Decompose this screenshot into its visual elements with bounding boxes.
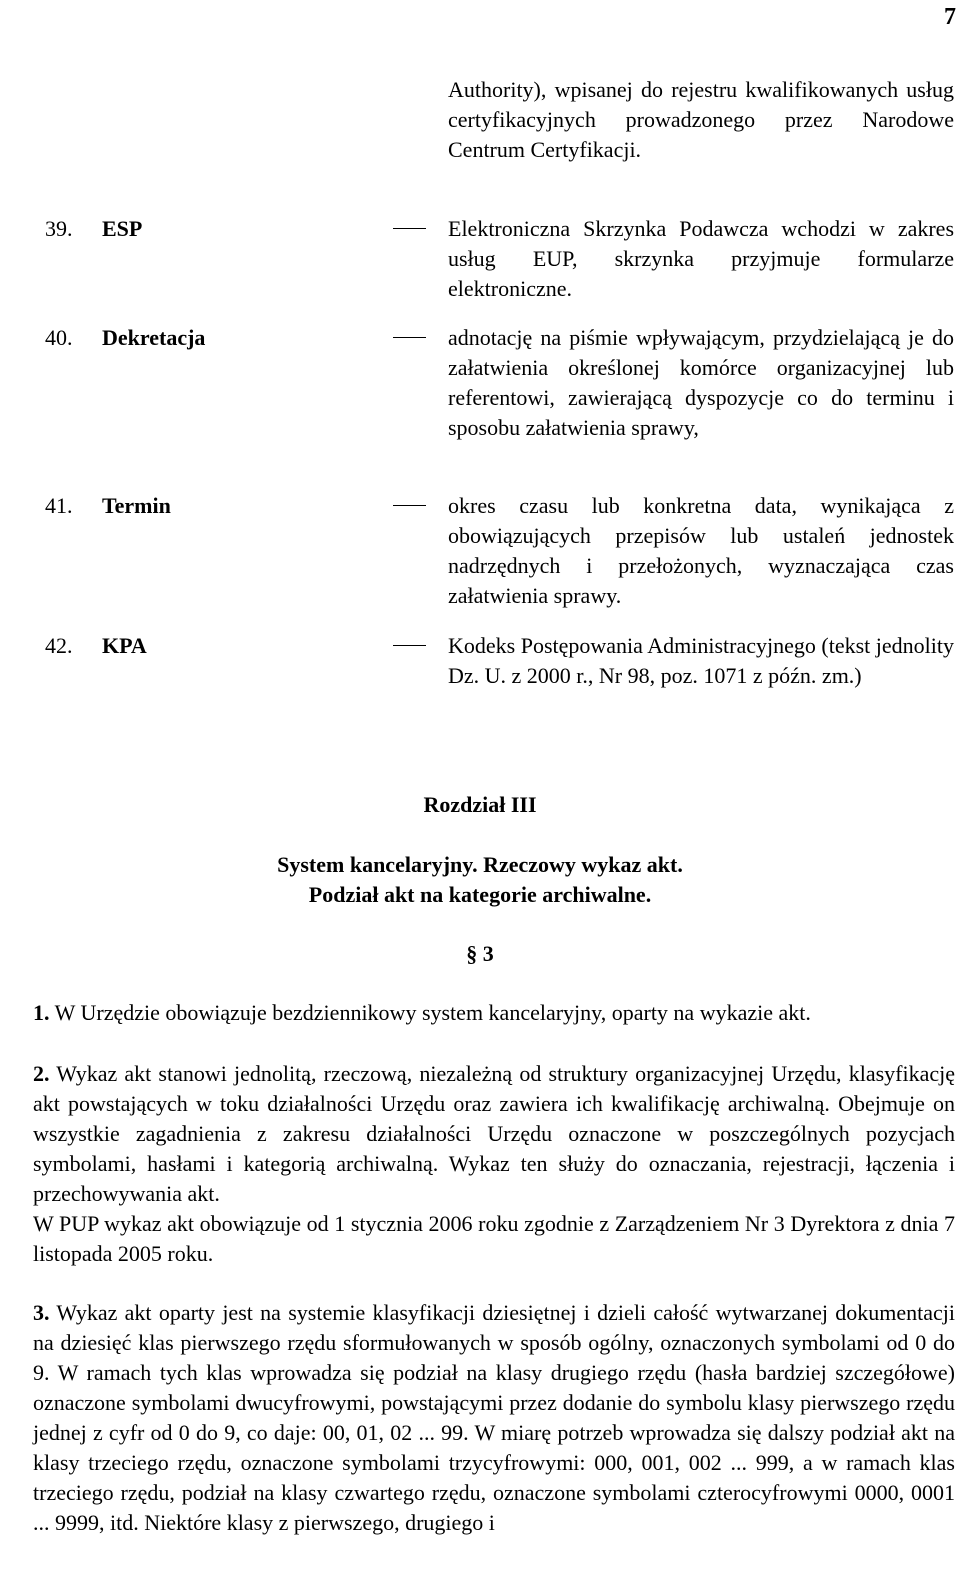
definition-number: 39. [45, 216, 73, 241]
paragraph-3 [33, 1298, 955, 1538]
paragraph-number: 3. [33, 1300, 50, 1325]
chapter-subtitle-line: System kancelaryjny. Rzeczowy wykaz akt. [277, 852, 683, 877]
definition-termin [0, 491, 960, 611]
definition-text: adnotację na piśmie wpływającym, przydzielającą je do załatwienia określonej komórce organizacyjnej lub referentowi, zawierającą dyspozycje co do terminu i sposobu załatwienia sprawy, [448, 325, 954, 440]
definition-kpa [0, 631, 960, 691]
dash-separator [393, 214, 426, 230]
paragraph-text-continued: W PUP wykaz akt obowiązuje od 1 stycznia 2006 roku zgodnie z Zarządzeniem Nr 3 Dyrektora z dnia 7 listopada 2005 roku. [33, 1211, 955, 1266]
definition-dekretacja [0, 323, 960, 443]
section-heading: § 3 [466, 941, 494, 966]
definition-text: Elektroniczna Skrzynka Podawcza wchodzi w zakres usług EUP, skrzynka przyjmuje formularze elektroniczne. [448, 216, 954, 301]
definition-term: KPA [102, 633, 147, 658]
definition-term: Dekretacja [102, 325, 206, 350]
paragraph-number: 2. [33, 1061, 50, 1086]
definition-number: 42. [45, 633, 73, 658]
chapter-subtitle [0, 850, 960, 910]
definition-number: 40. [45, 325, 73, 350]
definition-text: okres czasu lub konkretna data, wynikająca z obowiązujących przepisów lub ustaleń jednostek nadrzędnych i przełożonych, wyznaczająca czas załatwienia sprawy. [448, 493, 954, 608]
paragraph-text: Wykaz akt oparty jest na systemie klasyfikacji dziesiętnej i dzieli całość wytwarzanej dokumentacji na dziesięć klas pierwszego rzędu sformułowanych w sposób ogólny, oznaczonych symbolami od 0 do 9. W ramach tych klas wprowadza się podział na klasy drugiego rzędu (hasła bardziej szczegółowe) oznaczone symbolami dwucyfrowymi, powstającymi przez dodanie do symbolu klasy pierwszego rzędu jednej z cyfr od 0 do 9, co daje: 00, 01, 02 ... 99. W miarę potrzeb wprowadza się dalszy podział akt na klasy trzeciego rzędu, oznaczone symbolami trzycyfrowymi: 000, 001, 002 ... 999, a w ramach klas trzeciego rzędu, podział na klasy czwartego rzędu, oznaczone symbolami czterocyfrowymi 0000, 0001 ... 9999, itd. Niektóre klasy z pierwszego, drugiego i [33, 1300, 955, 1535]
definition-esp [0, 214, 960, 304]
definition-text: Kodeks Postępowania Administracyjnego (tekst jednolity Dz. U. z 2000 r., Nr 98, poz. 1071 z późn. zm.) [448, 633, 954, 688]
definition-text: Authority), wpisanej do rejestru kwalifikowanych usług certyfikacyjnych prowadzonego przez Narodowe Centrum Certyfikacji. [448, 77, 954, 162]
definition-number: 41. [45, 493, 73, 518]
dash-separator [393, 491, 426, 507]
chapter-title: Rozdział III [423, 792, 537, 817]
paragraph-text: W Urzędzie obowiązuje bezdziennikowy system kancelaryjny, oparty na wykazie akt. [54, 1000, 811, 1025]
page-number: 7 [944, 4, 956, 30]
chapter-subtitle-line: Podział akt na kategorie archiwalne. [308, 882, 652, 907]
paragraph-text: Wykaz akt stanowi jednolitą, rzeczową, niezależną od struktury organizacyjnej Urzędu, klasyfikację akt powstających w toku działalności Urzędu oraz zawiera ich kwalifikację archiwalną. Obejmuje on wszystkie zagadnienia z zakresu działalności Urzędu oznaczone w poszczególnych pozycjach symbolami, hasłami i kategorią archiwalną. Wykaz ten służy do oznaczania, rejestracji, łączenia i przechowywania akt. [33, 1061, 955, 1206]
dash-separator [393, 631, 426, 647]
paragraph-2 [33, 1059, 955, 1269]
definition-term: Termin [102, 493, 171, 518]
dash-separator [393, 323, 426, 339]
definition-term: ESP [102, 216, 143, 241]
definition-continuation [0, 75, 960, 165]
paragraph-1 [33, 998, 955, 1028]
paragraph-number: 1. [33, 1000, 50, 1025]
